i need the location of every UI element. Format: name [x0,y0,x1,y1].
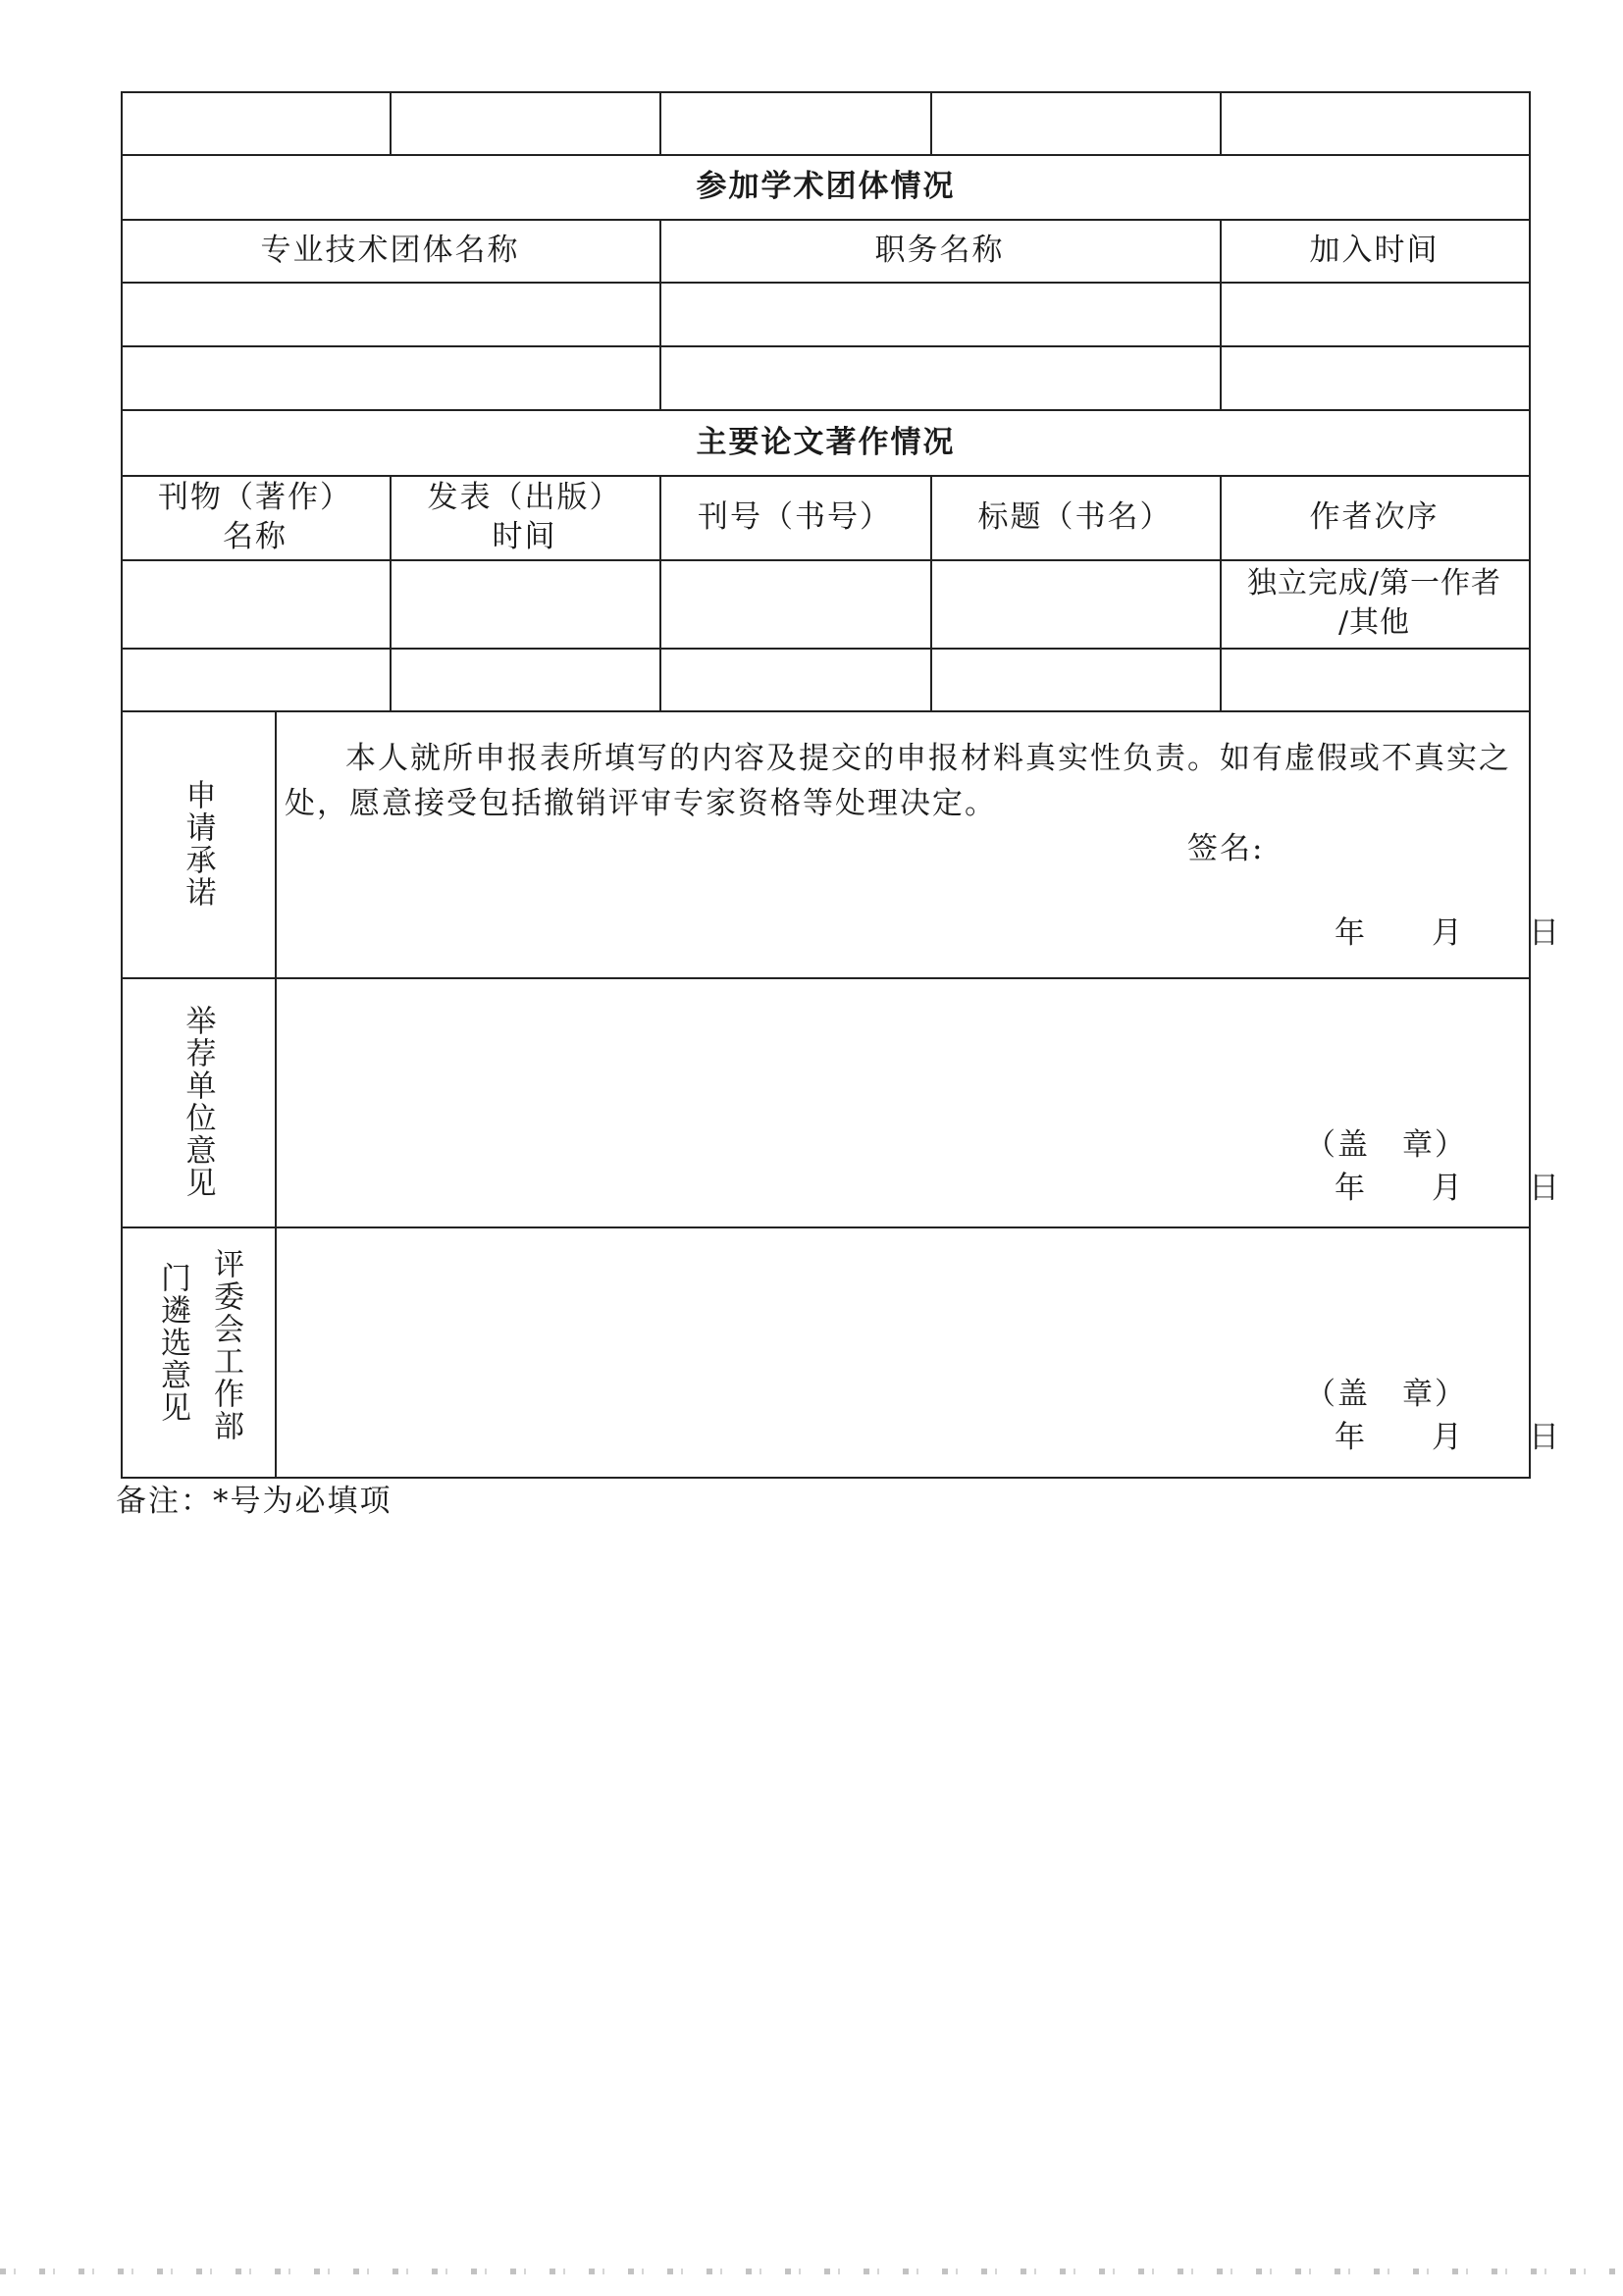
committee-date: 年 月 日 [1335,1420,1561,1455]
table-line [930,91,932,154]
table-line [121,345,1531,347]
author-order-options: 独立完成/第一作者 /其他 [1246,566,1502,640]
table-line [121,282,1531,284]
table-line [275,710,277,1479]
academic-section-title: 参加学术团体情况 [696,169,956,204]
table-line [121,710,1531,712]
table-line [390,91,392,154]
recommend-seal: （盖 章） [1305,1127,1467,1163]
table-line [121,1226,1531,1228]
table-line [1529,91,1531,1479]
table-line [121,91,1531,93]
commitment-label: 申请承诺 [180,779,216,909]
col-header-group-name: 专业技术团体名称 [260,233,520,268]
scan-artifact [0,2269,1623,2274]
col-header-author-order: 作者次序 [1309,499,1440,535]
signature-label: 签名: [1187,831,1265,866]
recommend-label: 举荐单位意见 [180,1005,216,1199]
commitment-text: 本人就所申报表所填写的内容及提交的申报材料真实性负责。如有虚假或不真实之处，愿意接受包括撤销评审专家资格等处理决定。 [285,741,1511,821]
table-line [1220,91,1222,154]
col-header-issue: 刊号（书号） [698,499,892,535]
commitment-date: 年 月 日 [1335,915,1561,951]
col-header-position: 职务名称 [874,233,1005,268]
committee-label-col1: 评委会工作部 [208,1248,243,1442]
committee-label-col2: 门遴选意见 [155,1262,190,1424]
col-header-join-time: 加入时间 [1309,233,1440,268]
col-header-title: 标题（书名） [977,499,1173,535]
footnote: 备注：*号为必填项 [116,1484,393,1519]
recommend-date: 年 月 日 [1335,1171,1561,1206]
papers-section-title: 主要论文著作情况 [696,424,956,460]
col-header-publish-time: 发表（出版） 时间 [427,480,622,554]
table-line [659,91,661,154]
col-header-journal: 刊物（著作） 名称 [158,480,352,554]
table-line [121,648,1531,650]
table-line [121,977,1531,979]
committee-seal: （盖 章） [1305,1377,1467,1412]
